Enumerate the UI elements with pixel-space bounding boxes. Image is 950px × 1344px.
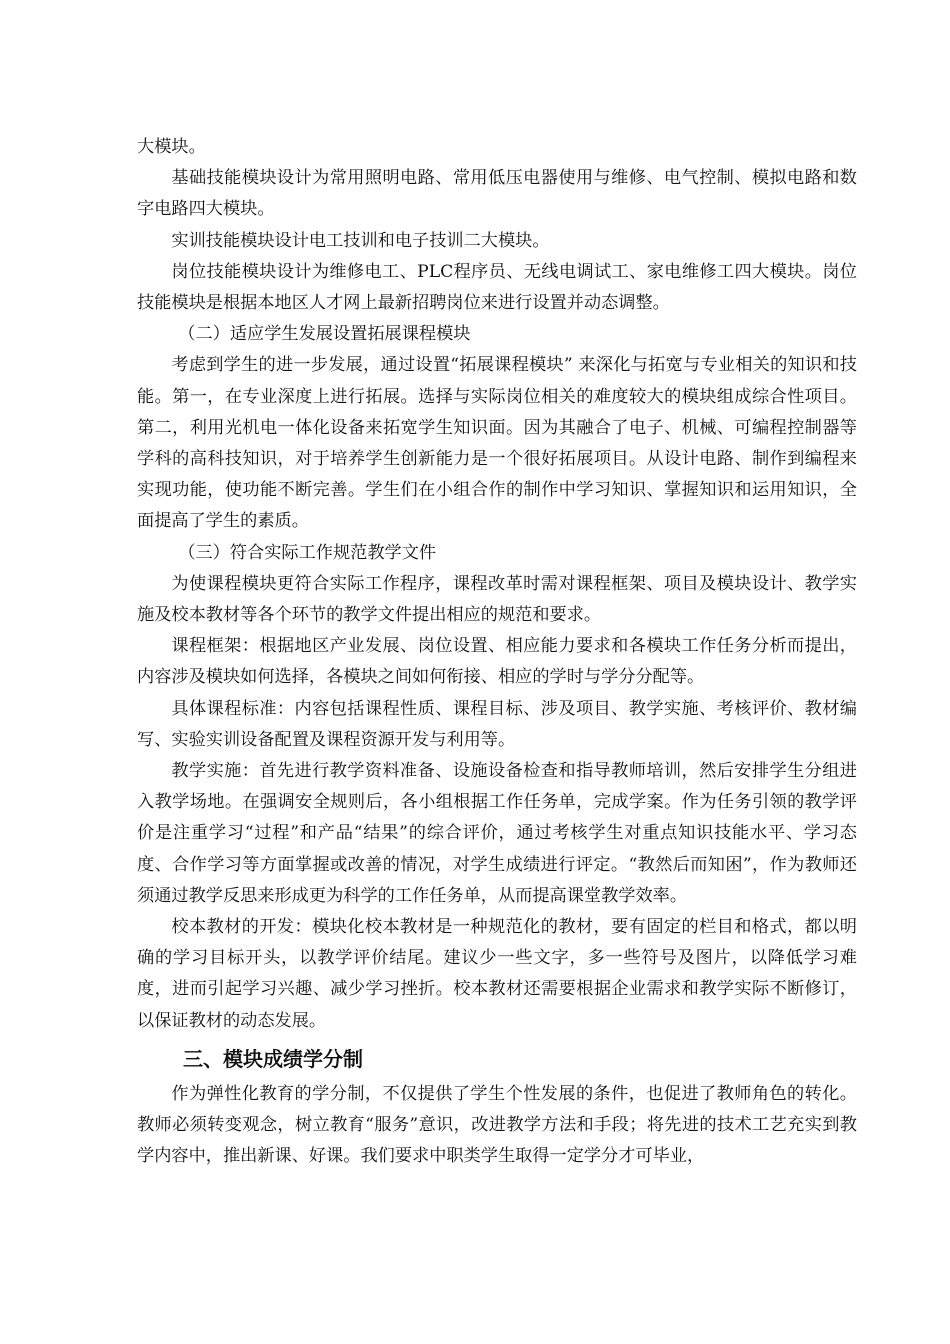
document-body (137, 132, 857, 1173)
paragraph: 岗位技能模块设计为维修电工、PLC程序员、无线电调试工、家电维修工四大模块。岗位技能模块是根据本地区人才网上最新招聘岗位来进行设置并动态调整。 (137, 261, 857, 314)
paragraph: 教学实施：首先进行教学资料准备、设施设备检查和指导教师培训，然后安排学生分组进入教学场地。在强调安全规则后，各小组根据工作任务单，完成学案。作为任务引领的教学评价是注重学习“过程”和产品“结果”的综合评价，通过考核学生对重点知识技能水平、学习态度、合作学习等方面掌握或改善的情况，对学生成绩进行评定。“教然后而知困”，作为教师还须通过教学反思来形成更为科学的工作任务单，从而提高课堂教学效率。 (137, 761, 857, 906)
paragraph: 实训技能模块设计电工技训和电子技训二大模块。 (171, 230, 550, 251)
paragraph: 具体课程标准：内容包括课程性质、课程目标、涉及项目、教学实施、考核评价、教材编写、实验实训设备配置及课程资源开发与利用等。 (137, 698, 857, 750)
paragraph: 大模块。 (137, 137, 206, 157)
paragraph: 为使课程模块更符合实际工作程序，课程改革时需对课程框架、项目及模块设计、教学实施及校本教材等各个环节的教学文件提出相应的规范和要求。 (137, 573, 857, 626)
section-heading: 三、模块成绩学分制 (183, 1046, 363, 1071)
paragraph: 作为弹性化教育的学分制，不仅提供了学生个性发展的条件，也促进了教师角色的转化。教师必须转变观念，树立教育“服务”意识，改进教学方法和手段；将先进的技术工艺充实到教学内容中，推出新课、好课。我们要求中职类学生取得一定学分才可毕业， (137, 1083, 857, 1167)
subsection-heading: （二）适应学生发展设置拓展课程模块 (178, 324, 471, 345)
paragraph: 课程框架：根据地区产业发展、岗位设置、相应能力要求和各模块工作任务分析而提出，内容涉及模块如何选择，各模块之间如何衔接、相应的学时与学分分配等。 (137, 636, 857, 688)
subsection-heading: （三）符合实际工作规范教学文件 (178, 542, 437, 563)
paragraph: 基础技能模块设计为常用照明电路、常用低压电器使用与维修、电气控制、模拟电路和数字电路四大模块。 (137, 168, 857, 220)
paragraph: 校本教材的开发：模块化校本教材是一种规范化的教材，要有固定的栏目和格式，都以明确的学习目标开头，以教学评价结尾。建议少一些文字，多一些符号及图片，以降低学习难度，进而引起学习兴趣、减少学习挫折。校本教材还需要根据企业需求和教学实际不断修订，以保证教材的动态发展。 (137, 917, 857, 1031)
paragraph: 考虑到学生的进一步发展，通过设置“拓展课程模块” 来深化与拓宽与专业相关的知识和技能。第一，在专业深度上进行拓展。选择与实际岗位相关的难度较大的模块组成综合性项目。第二，利用光机电一体化设备来拓宽学生知识面。因为其融合了电子、机械、可编程控制器等学科的高科技知识，对于培养学生创新能力是一个很好拓展项目。从设计电路、制作到编程来实现功能，使功能不断完善。学生们在小组合作的制作中学习知识、掌握知识和运用知识，全面提高了学生的素质。 (137, 355, 857, 532)
